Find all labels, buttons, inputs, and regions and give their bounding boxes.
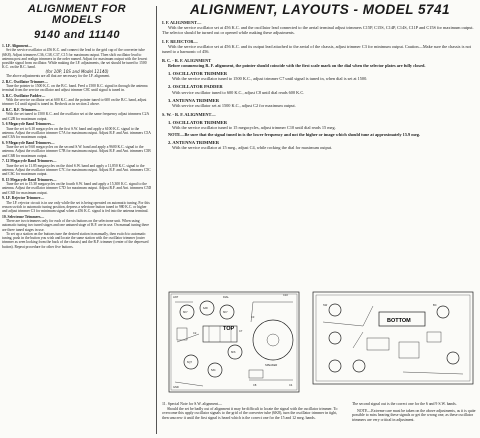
left-models: 9140 and 11140 [33,29,121,41]
footer-right-note: NOTE—Extreme care must be taken on the above adjustments, as it is quite possible to miss hearing these signals or get the wrong one, as these oscillator trimmers are very critical in adjustment. [352,408,476,422]
bottom-label: BOTTOM [387,318,411,324]
alignment-step-text: With the service oscillator tuned to 15 megacycles, adjust trimmer C10 until dial reads 15 meg. [172,125,336,130]
top-view [169,292,299,392]
left-section-text: There are two trimmers only for each of the six buttons on the selectrone unit. When using automatic tuning two tuned stages and one untuned stage of R.F. are in use. On manual tuning there are three tuned stages in use. [2,219,149,232]
left-section [2,80,152,93]
footer-left-text: Should the set be badly out of alignment it may be difficult to locate the signal with the oscillator trimmer. To overcome this apply oscillator signals to the grid of the converter tube (6K8), turn the oscillator trimmer in tight, then unscrew it until the first signal is heard which is the correct one for the 15 and 12 meg. bands. [162,406,338,420]
if-heading: I. F. ALIGNMENT— [162,19,202,25]
left-section [2,141,152,158]
part-label: 6Q7 [187,361,192,364]
left-sections [2,44,152,249]
part-label: SPEAKER [265,364,278,367]
left-section-heading: 8. 15 Megacycle Band Trimmers— [2,177,57,182]
part-label: 6F6 [231,351,236,354]
alignment-step-text: With the service oscillator tuned to 1500 K.C., adjust trimmer C7 until signal is tuned in, when dial is set at 1500. [172,76,368,82]
left-section-heading: 4. B.C. R.F. Trimmers— [2,108,41,112]
left-section-text: Tune the pointer to 1500 K.C. on the B.C. band. Feed a 1500 K.C. signal in through the antenna terminal from the service oscillator and adjust trimmer C8C until signal is tuned in. [2,83,148,92]
part-label: 6A8 [203,307,208,310]
rejector-text: With the service oscillator set at 456 K.C. and its output lead attached to the aerial of the chassis, adjust trimmer C3 for minimum output. Caution—Make sure the chassis is not tuned to a harmonic of 456. [162,43,471,54]
left-section [2,122,152,139]
bc-text: Before commencing R. F. alignment, the pointer should coincide with the first scale mark on the dial when the selector plates are fully closed. [168,63,426,69]
left-section-text: Tune the set to 6.10 megacycles on the first S.W. band and apply a 6100 K.C. signal to the antenna. Adjust the oscillator trimmer C7A for maximum output. Adjust R.F. and Ant. trimmers C5A and C6A for maximum output. [2,126,151,139]
part-label: C2 [193,332,197,335]
left-section-heading: 1. I.F. Alignment— [2,44,32,48]
left-title: ALIGNMENT FOR MODELS [27,3,127,26]
part-label: GND [173,386,179,389]
sw-items [162,120,478,130]
bottom-view [313,292,473,384]
alignment-step-heading: 3. ANTENNA TRIMMER [168,97,220,103]
left-section-text: Tune the set to 15.30 megacycles on the fourth S.W. band and apply a 15,300 K.C. signal to the antenna. Adjust the oscillator trimmer C7D for maximum output. Adjust R.F. and Ant. trimmers C5D and C6D for maximum output. [2,182,152,195]
alignment-step-text: With service oscillator tuned to 600 K.C., adjust C8 until dial reads 600 K.C. [172,89,305,95]
footer-left-heading: 11. Special Note for S.W. alignment— [162,402,223,406]
part-label: C7 [239,330,243,333]
if-text: With the service oscillator set at 456 K.C. and the oscillator lead connected to the aerial terminal adjust trimmers C15P, C15S, C14P, C14S, C11P and C15S for maximum output. The selector should be turned out or opened while making these adjustments. [162,24,474,35]
alignment-step-text: With the service oscillator at 15 meg., adjust C4, while rocking the dial for maximum output. [172,145,333,151]
left-section-heading: 10. Selectrone Trimmers— [2,214,45,219]
part-label: SW [323,304,328,307]
left-section-text: To set up a station on the buttons tune the desired station in manually, then switch to automatic tuning, push in the button you wish and locate the same station with the oscillator trimmer (outer trimmer as seen looking from the back of the chassis) and the R.F. trimmer (center of the depressed button). Repeat procedure for other five buttons. [2,231,149,249]
part-label: C4 [289,384,293,387]
left-section-heading: 5. 6 Megacycle Band Trimmers— [2,122,55,127]
footer-right-text: The second signal out is the correct one for the 6 and 9 S.W. bands. [352,402,457,406]
alignment-step-heading: 2. OSCILLATOR PADDER [168,84,223,90]
left-section-heading: 9. I.F. Rejector Trimmer— [2,196,45,201]
left-section-text: The above adjustments are all that are necessary for the I.F. alignment. [6,73,111,78]
left-section [2,178,152,195]
part-label: C3 [251,316,255,319]
left-section [2,94,152,107]
footer-right [352,402,476,422]
sw-items2 [162,140,478,150]
part-label: BC [433,304,437,307]
right-text [162,20,478,151]
left-section [2,70,152,79]
part-label: 5Z4 [211,369,216,372]
left-section-text: With the service oscillator set at 600 K.C. and the pointer tuned to 600 on the B.C. band, adjust trimmer C4 until signal is tuned in. Recheck as in section 2 above. [2,98,147,107]
left-section-heading: 7. 12 Megacycle Band Trimmers— [2,159,57,164]
top-label: TOP [223,326,235,332]
part-label: 6K7 [223,311,228,314]
left-section [2,44,152,70]
left-section [2,215,152,232]
sw-heading: S. W. - R. F. ALIGNMENT— [162,111,216,117]
left-section-heading: 6. 9 Megacycle Band Trimmers— [2,140,55,145]
left-section-text: The I.F. rejector circuit is in use only while the set is being operated on automatic tuning. For this reason switch to automatic tuning position, depress a selectone button tuned to 980 K.C. or higher and adjust trimmer C3 for minimum signal when a 456 K.C. signal is fed into the antenna terminal. [2,200,150,213]
right-title: ALIGNMENT, LAYOUTS - MODEL 5741 [189,2,451,17]
left-section-heading: 2. B.C. Oscillator Trimmer— [2,79,48,84]
part-label: 6K7 [183,311,188,314]
left-section-text: Tune the set to 9.60 megacycles on the second S.W. band and apply a 9600 K.C. signal to the antenna. Adjust the oscillator trimmer C7B for maximum output. Adjust R.F. and Ant. trimmers C5B and C6B for maximum output. [2,145,151,158]
bc-items [162,71,478,108]
alignment-step-heading: 1. OSCILLATOR TRIMMER [168,71,228,77]
footer-notes [162,402,478,438]
bc-heading: B. C. - R. F. ALIGNMENT [162,58,212,64]
left-section [2,108,152,121]
left-section-text: With the set tuned to 1500 K.C. and the oscillator set at the same frequency adjust trimmers C2A and C2B for maximum output. [2,112,149,121]
part-label: C10 [283,294,288,297]
left-section-text: Tune the set to 11.85 megacycles on the third S.W. band and apply a 11,850 K.C. signal to the antenna. Adjust the oscillator trimmer C7C for maximum output. Adjust R.F. and Ant. trimmers C5C and C6C for maximum output. [2,163,151,176]
part-label: ANT [173,296,179,299]
handwritten-note: (for 10P, 10S and Model 11140) [45,68,109,74]
chassis-diagram-svg [163,282,477,400]
part-label: C8 [253,384,257,387]
bottom-chassis-outline [313,292,473,384]
left-section-text: Set the service oscillator at 456 K.C. and connect the lead to the grid cap of the converter tube (6K8). Adjust trimmers C36, C38, C37, C15 for maximum output. Then shift oscillator lead to antenna post and realign trimmers in the order named. Adjust for maximum output with the lowest possible signal from oscillator. While making the I.F. adjustments, the set should be tuned to 1500 K.C. on the B.C. band. [2,48,148,70]
rejector-heading: I. F. REJECTOR— [162,38,198,44]
left-section [2,232,152,249]
left-section [2,196,152,213]
alignment-step-heading: 1. OSCILLATOR TRIMMER [168,119,228,125]
chassis-layout-diagram [163,282,477,400]
left-section-heading: 3. B.C. Oscillator Padder— [2,93,46,98]
alignment-step-heading: 2. ANTENNA TRIMMER [168,140,220,146]
footer-left [162,402,342,420]
sw-note: NOTE—Be sure that the signal tuned in is the lower frequency and not the higher or image which should tune at approximately 15.9 meg. [168,132,420,138]
left-column [2,0,152,438]
column-divider [156,6,157,434]
part-label: DIAL [223,296,229,299]
speaker-circle [253,320,293,360]
alignment-step-text: With service oscillator set at 1500 K.C., adjust C2 for maximum output. [172,102,296,108]
left-section [2,159,152,176]
